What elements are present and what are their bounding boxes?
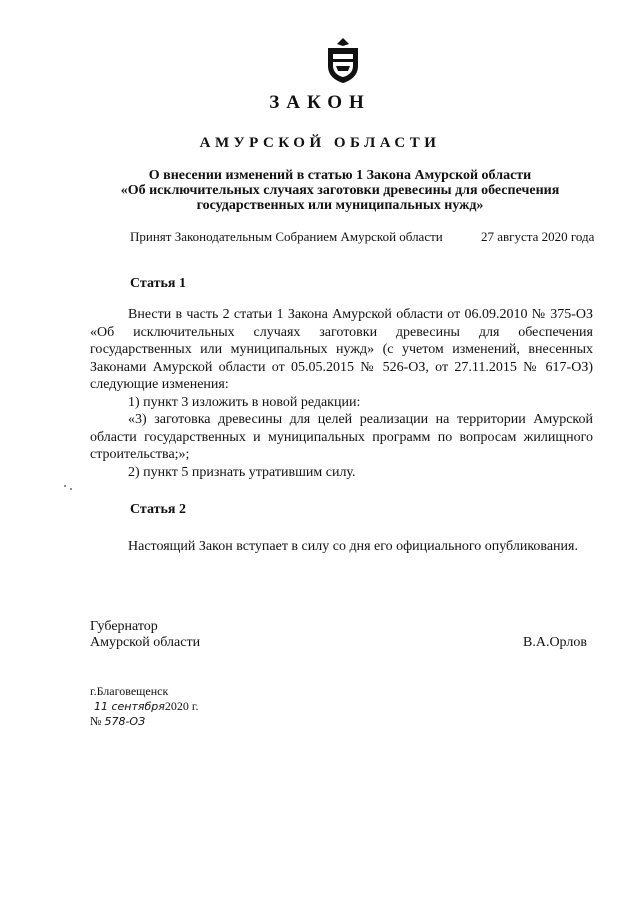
article-1-paragraph-1: Внести в часть 2 статьи 1 Закона Амурской области от 06.09.2010 № 375-ОЗ «Об исключительных случаях заготовки древесины для обеспечения государственных или муниципальных нужд» (с учетом изменений, внесенных Законами Амурской области от 05.05.2015 № 526-ОЗ, от 27.11.2015 № 617-ОЗ) следующие изменения: <box>90 307 593 392</box>
law-number <box>90 714 199 729</box>
subtitle-line-3: государственных или муниципальных нужд» <box>196 198 484 213</box>
place-date-number <box>90 684 199 729</box>
region-title: АМУРСКОЙ ОБЛАСТИ <box>199 135 441 151</box>
number-sign: № <box>90 714 102 728</box>
article-2-paragraph-1: Настоящий Закон вступает в силу со дня его официального опубликования. <box>128 539 578 554</box>
article-2-body <box>90 538 593 556</box>
governor-title-line-2: Амурской области <box>90 635 201 650</box>
article-1-paragraph-2: 1) пункт 3 изложить в новой редакции: <box>128 394 361 410</box>
handwritten-number: 578-ОЗ <box>104 715 146 728</box>
handwritten-date: 11 сентября <box>94 700 165 713</box>
signer-name: В.А.Орлов <box>523 635 587 650</box>
subtitle-line-1: О внесении изменений в статью 1 Закона Амурской области <box>148 168 532 183</box>
adopted-date: 27 августа 2020 года <box>481 229 595 244</box>
article-2-heading: Статья 2 <box>130 502 186 517</box>
law-subtitle <box>90 168 590 213</box>
article-1-body <box>90 306 593 481</box>
adopted-by: Принят Законодательным Собранием Амурской области <box>130 229 443 244</box>
scan-speck <box>70 488 72 490</box>
city-name: г.Благовещенск <box>90 684 169 698</box>
signing-year: 2020 г. <box>164 699 199 713</box>
signing-date <box>90 699 199 714</box>
article-1-paragraph-3: «3) заготовка древесины для целей реализации на территории Амурской области государственных и муниципальных программ по вопросам жилищного строительства;»; <box>90 412 593 462</box>
article-1-heading: Статья 1 <box>130 276 186 291</box>
governor-title-line-1: Губернатор <box>90 619 158 634</box>
article-1-paragraph-4: 2) пункт 5 признать утратившим силу. <box>128 464 356 480</box>
subtitle-line-2: «Об исключительных случаях заготовки древесины для обеспечения <box>120 183 560 198</box>
document-title: ЗАКОН <box>269 92 371 113</box>
coat-of-arms-emblem <box>322 36 364 84</box>
governor-title <box>90 619 200 651</box>
scan-speck <box>64 485 66 487</box>
